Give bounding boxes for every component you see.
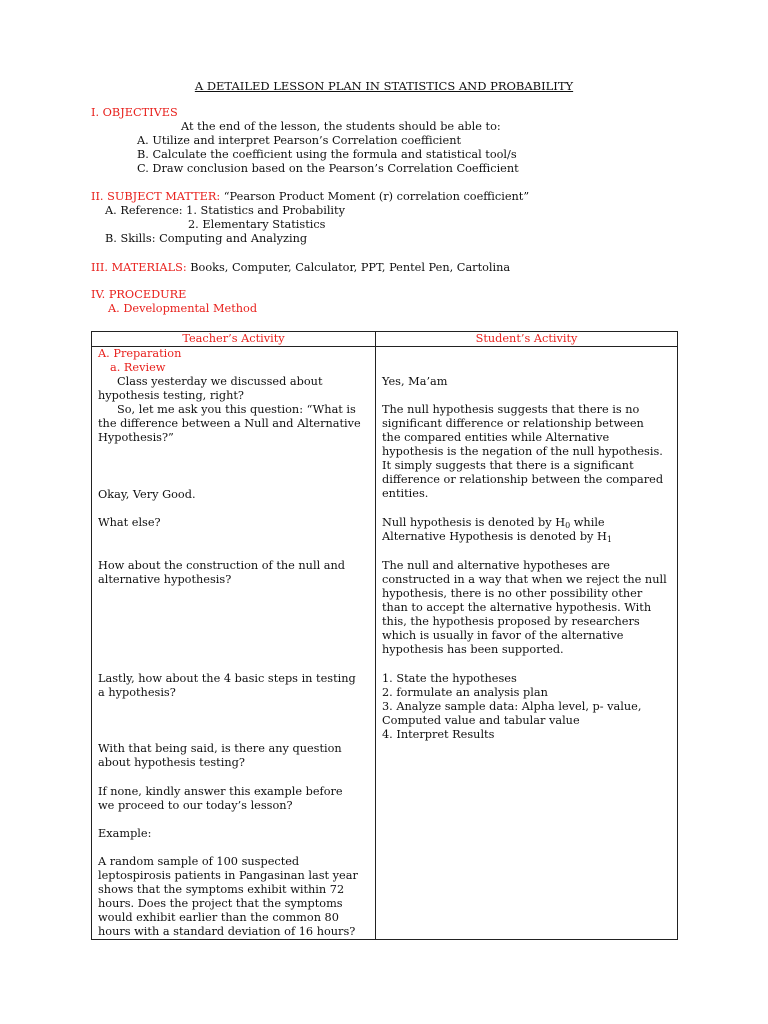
procedure-heading: IV. PROCEDURE bbox=[91, 288, 187, 301]
objective-item: C. Draw conclusion based on the Pearson’s Correlation Coefficient bbox=[137, 162, 519, 175]
teacher-text: Okay, Very Good. bbox=[98, 488, 196, 501]
student-step: 3. Analyze sample data: Alpha level, p- value, bbox=[382, 700, 642, 713]
example-label: Example: bbox=[98, 827, 152, 840]
teacher-text: we proceed to our today’s lesson? bbox=[98, 799, 293, 812]
preparation-heading: A. Preparation bbox=[98, 347, 182, 360]
student-text: The null hypothesis suggests that there is no bbox=[382, 403, 640, 416]
student-text: constructed in a way that when we reject the null bbox=[382, 573, 667, 586]
skills-line: B. Skills: Computing and Analyzing bbox=[105, 232, 308, 245]
subscript: 1 bbox=[606, 535, 612, 544]
reference-line: 2. Elementary Statistics bbox=[188, 218, 326, 231]
materials-heading: III. MATERIALS: bbox=[91, 261, 187, 274]
reference-line: A. Reference: 1. Statistics and Probability bbox=[105, 204, 345, 217]
teacher-text: With that being said, is there any question bbox=[98, 742, 342, 755]
teacher-text: about hypothesis testing? bbox=[98, 756, 245, 769]
student-text bbox=[382, 530, 612, 544]
teacher-text: alternative hypothesis? bbox=[98, 573, 232, 586]
example-text: hours with a standard deviation of 16 hours? bbox=[98, 925, 356, 938]
student-text bbox=[382, 516, 605, 530]
student-text: hypothesis, there is no other possibility other bbox=[382, 587, 643, 600]
teacher-text: the difference between a Null and Alternative bbox=[98, 417, 361, 430]
student-step: 2. formulate an analysis plan bbox=[382, 686, 548, 699]
teacher-text: Class yesterday we discussed about bbox=[117, 375, 323, 388]
teacher-activity-header: Teacher’s Activity bbox=[182, 332, 285, 345]
materials-list: Books, Computer, Calculator, PPT, Pentel Pen, Cartolina bbox=[190, 261, 511, 274]
student-step: Computed value and tabular value bbox=[382, 714, 580, 727]
table-header-row bbox=[92, 332, 677, 347]
student-step: 1. State the hypotheses bbox=[382, 672, 517, 685]
student-activity-header: Student’s Activity bbox=[475, 332, 578, 345]
student-text-part: Alternative Hypothesis is denoted by H bbox=[382, 530, 607, 543]
subject-matter-line bbox=[91, 190, 529, 204]
objectives-heading: I. OBJECTIVES bbox=[91, 106, 178, 119]
teacher-text: a hypothesis? bbox=[98, 686, 176, 699]
student-text: the compared entities while Alternative bbox=[382, 431, 610, 444]
student-text: entities. bbox=[382, 487, 429, 500]
example-text: hours. Does the project that the symptoms bbox=[98, 897, 343, 910]
student-text: hypothesis has been supported. bbox=[382, 643, 564, 656]
example-text: would exhibit earlier than the common 80 bbox=[98, 911, 339, 924]
teacher-text: What else? bbox=[98, 516, 161, 529]
objective-item: A. Utilize and interpret Pearson’s Correlation coefficient bbox=[137, 134, 462, 147]
student-text: this, the hypothesis proposed by researchers bbox=[382, 615, 640, 628]
student-text-part: while bbox=[570, 516, 605, 529]
teacher-text: hypothesis testing, right? bbox=[98, 389, 244, 402]
column-divider bbox=[375, 332, 376, 939]
student-text: hypothesis is the negation of the null hypothesis. bbox=[382, 445, 663, 458]
student-text: significant difference or relationship between bbox=[382, 417, 644, 430]
student-text: Yes, Ma’am bbox=[382, 375, 448, 388]
document-title: A DETAILED LESSON PLAN IN STATISTICS AND PROBABILITY bbox=[194, 79, 574, 93]
student-text: difference or relationship between the compared bbox=[382, 473, 664, 486]
teacher-text: So, let me ask you this question: “What is bbox=[117, 403, 356, 416]
teacher-text: How about the construction of the null and bbox=[98, 559, 346, 572]
example-text: shows that the symptoms exhibit within 72 bbox=[98, 883, 345, 896]
student-text: which is usually in favor of the alternative bbox=[382, 629, 624, 642]
subscript: 0 bbox=[565, 521, 571, 530]
student-step: 4. Interpret Results bbox=[382, 728, 495, 741]
subject-matter-topic: “Pearson Product Moment (r) correlation coefficient” bbox=[223, 190, 530, 203]
teacher-text: Hypothesis?” bbox=[98, 431, 174, 444]
activity-table bbox=[91, 331, 678, 940]
student-text: The null and alternative hypotheses are bbox=[382, 559, 610, 572]
objectives-intro: At the end of the lesson, the students should be able to: bbox=[181, 120, 501, 133]
materials-line bbox=[91, 261, 510, 275]
student-text-part: Null hypothesis is denoted by H bbox=[382, 516, 566, 529]
student-text: It simply suggests that there is a significant bbox=[382, 459, 634, 472]
student-text: than to accept the alternative hypothesis. With bbox=[382, 601, 652, 614]
objective-item: B. Calculate the coefficient using the formula and statistical tool/s bbox=[137, 148, 517, 161]
example-text: leptospirosis patients in Pangasinan last year bbox=[98, 869, 358, 882]
procedure-method: A. Developmental Method bbox=[108, 302, 258, 315]
teacher-text: If none, kindly answer this example before bbox=[98, 785, 343, 798]
review-heading: a. Review bbox=[110, 361, 166, 374]
subject-matter-heading: II. SUBJECT MATTER: bbox=[91, 190, 221, 203]
teacher-text: Lastly, how about the 4 basic steps in testing bbox=[98, 672, 356, 685]
example-text: A random sample of 100 suspected bbox=[98, 855, 300, 868]
